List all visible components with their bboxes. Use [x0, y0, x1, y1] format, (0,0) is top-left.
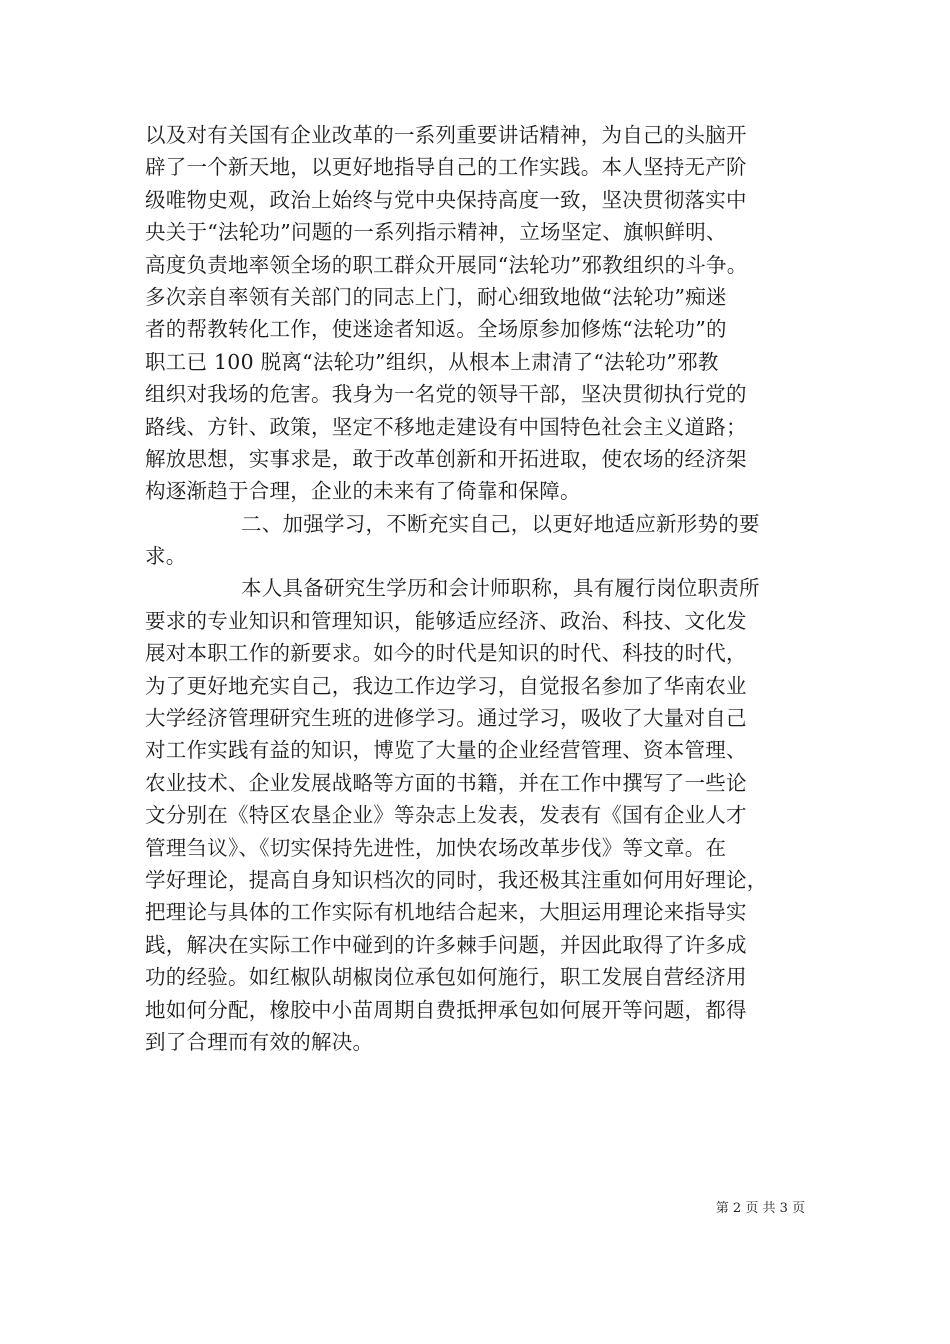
text-line: 文分别在《特区农垦企业》等杂志上发表，发表有《国有企业人才	[145, 803, 747, 828]
text-line: 农业技术、企业发展战略等方面的书籍，并在工作中撰写了一些论	[145, 770, 747, 795]
text-line: 高度负责地率领全场的职工群众开展同“法轮功”邪教组织的斗争。	[145, 252, 748, 277]
text-line: 要求的专业知识和管理知识，能够适应经济、政治、科技、文化发	[145, 608, 747, 633]
text-line: 学好理论，提高自身知识档次的同时，我还极其注重如何用好理论，	[145, 867, 768, 892]
text-line: 央关于“法轮功”问题的一系列指示精神，立场坚定、旗帜鲜明、	[145, 220, 727, 245]
text-line: 组织对我场的危害。我身为一名党的领导干部，坚决贯彻执行党的	[145, 382, 747, 407]
text-line: 践，解决在实际工作中碰到的许多棘手问题，并因此取得了许多成	[145, 932, 747, 957]
text-line: 功的经验。如红椒队胡椒岗位承包如何施行，职工发展自营经济用	[145, 965, 747, 990]
body-text	[145, 119, 825, 1058]
text-line: 级唯物史观，政治上始终与党中央保持高度一致，坚决贯彻落实中	[145, 187, 747, 212]
page-number-footer: 第 2 页 共 3 页	[715, 1201, 805, 1216]
paragraph-start: 本人具备研究生学历和会计师职称，具有履行岗位职责所	[241, 576, 760, 601]
text-line: 路线、方针、政策，坚定不移地走建设有中国特色社会主义道路；	[145, 414, 747, 439]
section-heading-continuation: 求。	[145, 544, 187, 569]
text-line: 多次亲自率领有关部门的同志上门，耐心细致地做“法轮功”痴迷	[145, 284, 727, 309]
text-line: 者的帮教转化工作，使迷途者知返。全场原参加修炼“法轮功”的	[145, 317, 727, 342]
text-line: 展对本职工作的新要求。如今的时代是知识的时代、科技的时代，	[145, 641, 747, 666]
text-line: 把理论与具体的工作实际有机地结合起来，大胆运用理论来指导实	[145, 900, 747, 925]
text-line: 对工作实践有益的知识，博览了大量的企业经营管理、资本管理、	[145, 738, 747, 763]
text-line: 地如何分配，橡胶中小苗周期自费抵押承包如何展开等问题，都得	[145, 997, 747, 1022]
text-line: 以及对有关国有企业改革的一系列重要讲话精神，为自己的头脑开	[145, 123, 747, 147]
section-heading: 二、加强学习，不断充实自己，以更好地适应新形势的要	[241, 511, 760, 536]
text-line: 构逐渐趋于合理，企业的未来有了倚靠和保障。	[145, 479, 581, 504]
text-line: 大学经济管理研究生班的进修学习。通过学习，吸收了大量对自己	[145, 706, 747, 731]
text-line: 为了更好地充实自己，我边工作边学习，自觉报名参加了华南农业	[145, 673, 747, 698]
text-line: 职工已 100 脱离“法轮功”组织，从根本上肃清了“法轮功”邪教	[145, 349, 719, 374]
text-line: 辟了一个新天地，以更好地指导自己的工作实践。本人坚持无产阶	[145, 155, 747, 180]
text-line: 解放思想，实事求是，敢于改革创新和开拓进取，使农场的经济架	[145, 446, 747, 471]
text-line: 管理刍议》、《切实保持先进性，加快农场改革步伐》等文章。在	[145, 835, 727, 860]
text-line: 到了合理而有效的解决。	[145, 1029, 374, 1054]
